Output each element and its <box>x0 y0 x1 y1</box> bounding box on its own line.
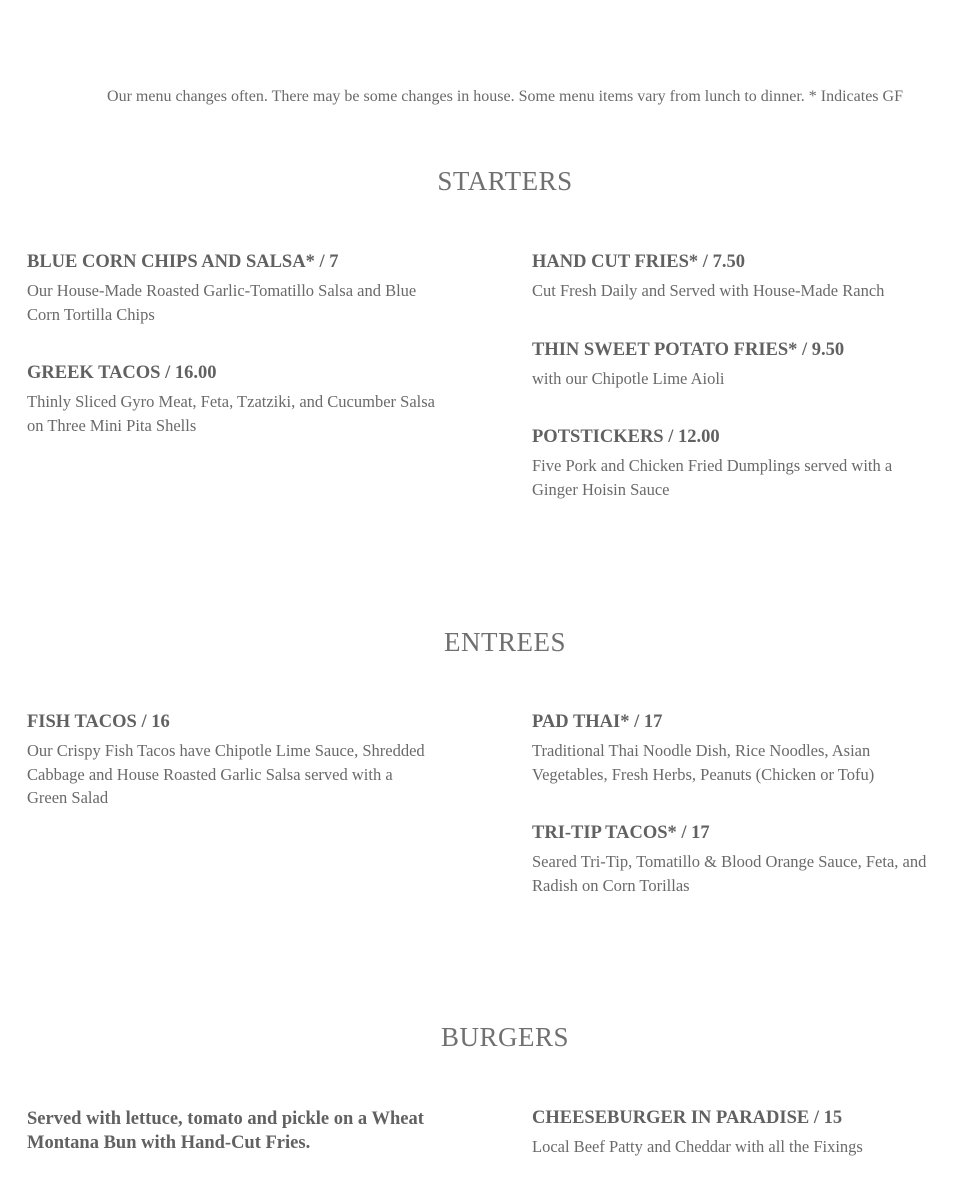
menu-item-title: POTSTICKERS / 12.00 <box>532 427 720 447</box>
menu-item-description: Our House-Made Roasted Garlic-Tomatillo Salsa and Blue Corn Tortilla Chips <box>27 281 417 324</box>
burgers-left-column <box>27 1107 447 1155</box>
menu-notice: Our menu changes often. There may be some changes in house. Some menu items vary from lunch to dinner. * Indicates GF <box>107 88 903 105</box>
menu-item <box>532 711 932 786</box>
menu-item-title: THIN SWEET POTATO FRIES* / 9.50 <box>532 339 845 360</box>
menu-item-title: PAD THAI* / 17 <box>532 712 663 732</box>
menu-item-title: GREEK TACOS / 16.00 <box>27 363 217 383</box>
menu-item-description: Cut Fresh Daily and Served with House-Made Ranch <box>532 281 885 300</box>
entrees-left-column <box>27 711 437 846</box>
menu-item <box>27 362 437 437</box>
menu-item <box>27 251 437 326</box>
menu-item <box>532 339 932 391</box>
menu-item-title: FISH TACOS / 16 <box>27 712 170 732</box>
burgers-right-column <box>532 1107 932 1195</box>
menu-item-description: Seared Tri-Tip, Tomatillo & Blood Orange Sauce, Feta, and Radish on Corn Torillas <box>532 852 927 895</box>
burgers-section-title: BURGERS <box>440 1022 570 1052</box>
menu-item <box>532 251 932 303</box>
menu-item <box>532 822 932 897</box>
menu-item <box>27 711 437 810</box>
starters-section-title: STARTERS <box>437 166 573 196</box>
menu-item-description: Traditional Thai Noodle Dish, Rice Noodles, Asian Vegetables, Fresh Herbs, Peanuts (Chicken or Tofu) <box>532 741 875 784</box>
menu-item-description: Local Beef Patty and Cheddar with all the Fixings <box>532 1137 863 1156</box>
menu-item-title: HAND CUT FRIES* / 7.50 <box>532 252 745 272</box>
entrees-right-column <box>532 711 932 933</box>
menu-item-description: Our Crispy Fish Tacos have Chipotle Lime Sauce, Shredded Cabbage and House Roasted Garlic Salsa served with a Green Salad <box>27 741 425 807</box>
menu-item-description: with our Chipotle Lime Aioli <box>532 368 725 388</box>
burgers-serving-note: Served with lettuce, tomato and pickle on a Wheat Montana Bun with Hand-Cut Fries. <box>27 1109 424 1153</box>
menu-item-title: CHEESEBURGER IN PARADISE / 15 <box>532 1108 843 1128</box>
menu-item-title: BLUE CORN CHIPS AND SALSA* / 7 <box>27 252 339 272</box>
menu-item <box>532 426 932 501</box>
menu-item-description: Five Pork and Chicken Fried Dumplings served with a Ginger Hoisin Sauce <box>532 456 893 499</box>
starters-right-column <box>532 251 932 537</box>
menu-item-title: TRI-TIP TACOS* / 17 <box>532 823 710 843</box>
starters-left-column <box>27 251 437 473</box>
menu-item-description: Thinly Sliced Gyro Meat, Feta, Tzatziki, and Cucumber Salsa on Three Mini Pita Shells <box>27 392 435 435</box>
entrees-section-title: ENTREES <box>444 627 566 657</box>
menu-item <box>532 1107 932 1159</box>
